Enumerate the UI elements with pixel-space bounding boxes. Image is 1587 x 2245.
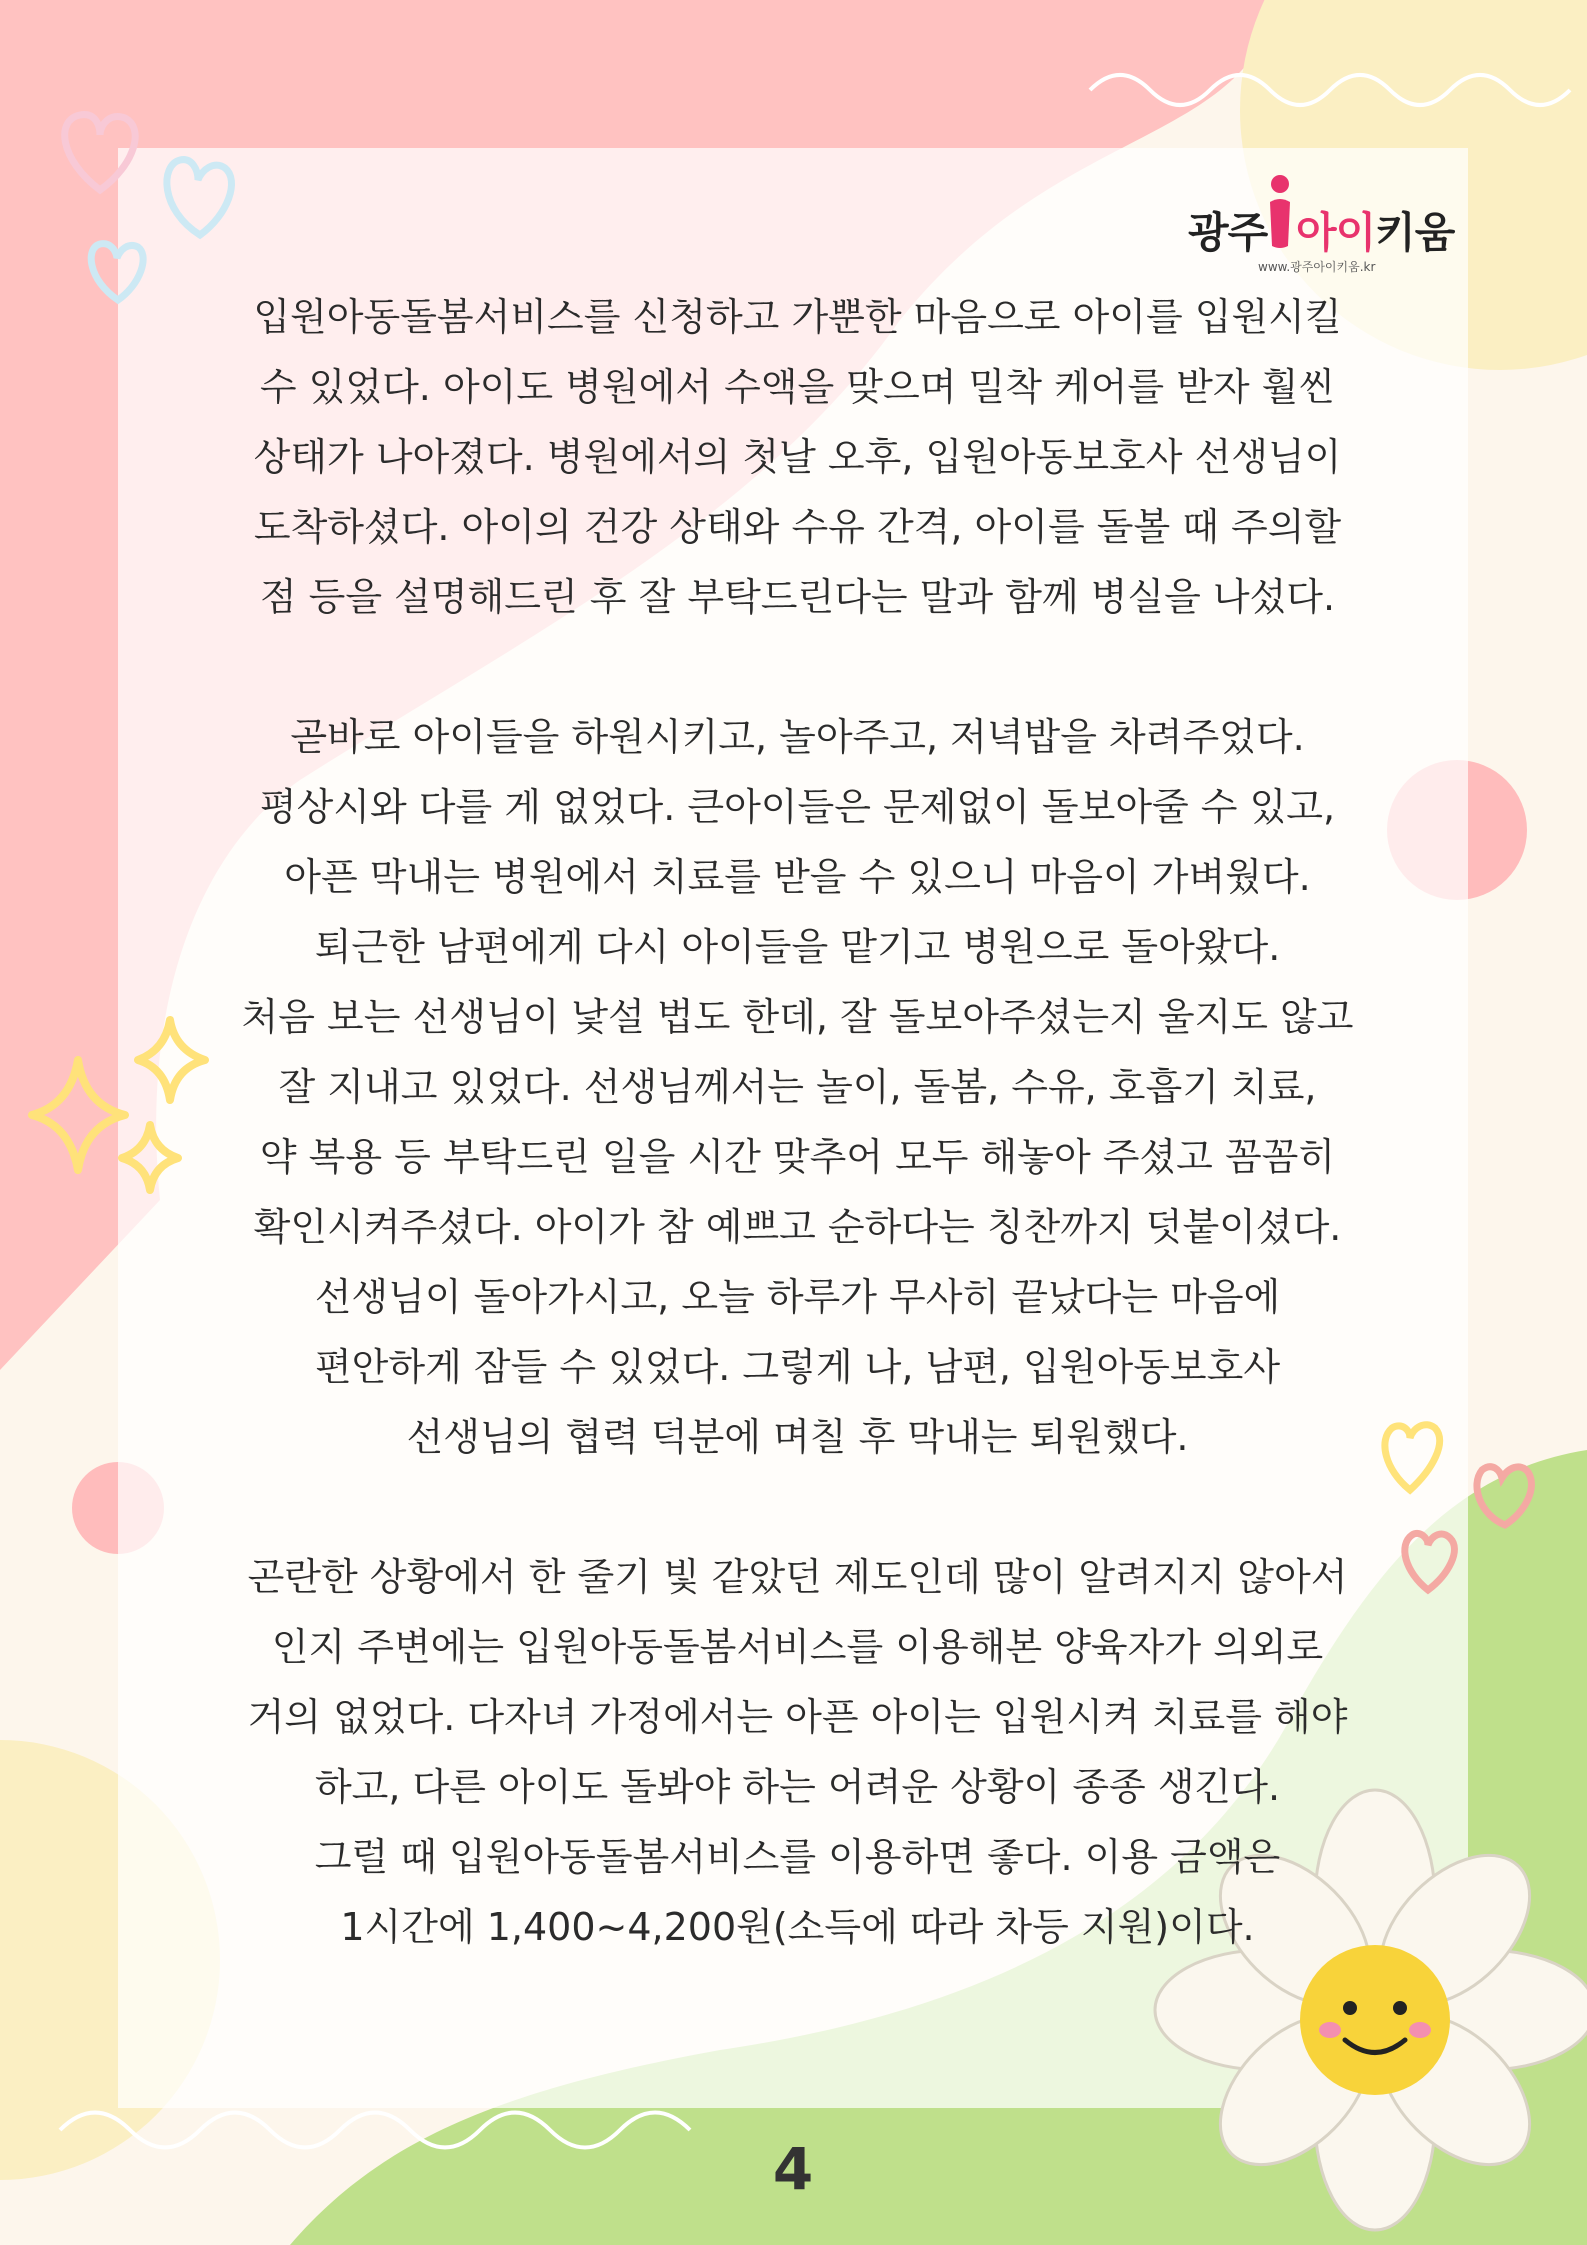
logo-i-icon bbox=[1262, 174, 1298, 250]
logo bbox=[1188, 170, 1458, 280]
text-line: 입원아동돌봄서비스를 신청하고 가뿐한 마음으로 아이를 입원시킬 bbox=[253, 295, 1342, 339]
text-line: 편안하게 잠들 수 있었다. 그렇게 나, 남편, 입원아동보호사 bbox=[314, 1345, 1281, 1389]
text-line: 선생님의 협력 덕분에 며칠 후 막내는 퇴원했다. bbox=[406, 1415, 1189, 1459]
heart-icon bbox=[65, 115, 135, 190]
sparkle-icon bbox=[32, 1020, 205, 1190]
text-line: 수 있었다. 아이도 병원에서 수액을 맞으며 밀착 케어를 받자 훨씬 bbox=[259, 365, 1336, 409]
paragraph-3 bbox=[225, 1542, 1370, 1962]
logo-url: www.광주아이키움.kr bbox=[1258, 260, 1376, 274]
paragraph-2 bbox=[225, 702, 1370, 1472]
heart-icon bbox=[1385, 1425, 1440, 1490]
text-line: 곤란한 상황에서 한 줄기 빛 같았던 제도인데 많이 알려지지 않아서 bbox=[247, 1555, 1348, 1599]
text-line: 도착하셨다. 아이의 건강 상태와 수유 간격, 아이를 돌볼 때 주의할 bbox=[253, 505, 1342, 549]
smiley-face-icon bbox=[1300, 1945, 1450, 2095]
text-line: 그럴 때 입원아동돌봄서비스를 이용하면 좋다. 이용 금액은 bbox=[314, 1835, 1281, 1879]
logo-text-left: 광주 bbox=[1188, 208, 1268, 257]
text-line: 약 복용 등 부탁드린 일을 시간 맞추어 모두 해놓아 주셨고 꼼꼼히 bbox=[259, 1135, 1336, 1179]
logo-text-pink: 아이 bbox=[1296, 208, 1376, 257]
text-line: 확인시켜주셨다. 아이가 참 예쁘고 순하다는 칭찬까지 덧붙이셨다. bbox=[253, 1205, 1342, 1249]
text-line: 1시간에 1,400~4,200원(소득에 따라 차등 지원)이다. bbox=[340, 1905, 1255, 1949]
heart-icon bbox=[1405, 1533, 1455, 1590]
paragraph-1 bbox=[225, 282, 1370, 632]
text-line: 선생님이 돌아가시고, 오늘 하루가 무사히 끝났다는 마음에 bbox=[314, 1275, 1281, 1319]
heart-icon bbox=[91, 244, 143, 300]
text-line: 평상시와 다를 게 없었다. 큰아이들은 문제없이 돌보아줄 수 있고, bbox=[259, 785, 1336, 829]
text-line: 하고, 다른 아이도 돌봐야 하는 어려운 상황이 종종 생긴다. bbox=[314, 1765, 1281, 1809]
body-text bbox=[225, 282, 1370, 1962]
logo-text-right bbox=[1296, 200, 1454, 260]
paragraph-gap bbox=[225, 1472, 1370, 1542]
text-line: 아픈 막내는 병원에서 치료를 받을 수 있으니 마음이 가벼웠다. bbox=[284, 855, 1311, 899]
text-line: 퇴근한 남편에게 다시 아이들을 맡기고 병원으로 돌아왔다. bbox=[314, 925, 1281, 969]
text-line: 상태가 나아졌다. 병원에서의 첫날 오후, 입원아동보호사 선생님이 bbox=[253, 435, 1342, 479]
paragraph-gap bbox=[225, 632, 1370, 702]
text-line: 처음 보는 선생님이 낯설 법도 한데, 잘 돌보아주셨는지 울지도 않고 bbox=[241, 995, 1354, 1039]
page-number: 4 bbox=[772, 2135, 814, 2203]
logo-text-dark: 키움 bbox=[1375, 208, 1455, 257]
text-line: 곧바로 아이들을 하원시키고, 놀아주고, 저녁밥을 차려주었다. bbox=[290, 715, 1305, 759]
heart-icon bbox=[167, 160, 232, 235]
text-line: 점 등을 설명해드린 후 잘 부탁드린다는 말과 함께 병실을 나섰다. bbox=[259, 575, 1336, 619]
heart-icon bbox=[1477, 1467, 1532, 1525]
text-line: 거의 없었다. 다자녀 가정에서는 아픈 아이는 입원시켜 치료를 해야 bbox=[247, 1695, 1348, 1739]
text-line: 인지 주변에는 입원아동돌봄서비스를 이용해본 양육자가 의외로 bbox=[271, 1625, 1324, 1669]
text-line: 잘 지내고 있었다. 선생님께서는 놀이, 돌봄, 수유, 호흡기 치료, bbox=[278, 1065, 1317, 1109]
